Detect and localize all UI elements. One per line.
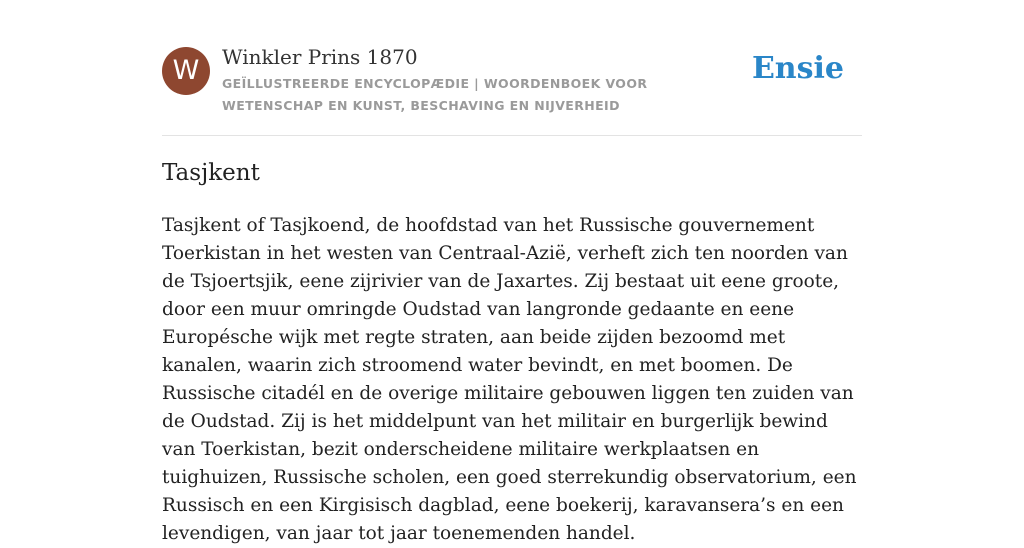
source-avatar[interactable]: W: [162, 47, 210, 95]
ensie-logo-link[interactable]: Ensie: [751, 51, 844, 86]
source-header: [162, 45, 862, 135]
source-title[interactable]: Winkler Prins 1870: [222, 45, 418, 69]
source-subtitle: GEÏLLUSTREERDE ENCYCLOPÆDIE | WOORDENBOEK VOOR WETENSCHAP EN KUNST, BESCHAVING EN NIJVERHEID: [222, 76, 648, 113]
header-divider: [162, 135, 862, 136]
article-body: Tasjkent of Tasjkoend, de hoofdstad van het Russische gouvernement Toerkistan in het westen van Centraal-Azië, verheft zich ten noorden van de Tsjoertsjik, eene zijrivier van de Jaxartes. Zij bestaat uit eene groote, door een muur omringde Oudstad van langronde gedaante en eene Europésche wijk met regte straten, aan beide zijden bezoomd met kanalen, waarin zich stroomend water bevindt, en met boomen. De Russische citadél en de overige militaire gebouwen liggen ten zuiden van de Oudstad. Zij is het middelpunt van het militair en burgerlijk bewind van Toerkistan, bezit onderscheidene militaire werkplaatsen en tuighuizen, Russische scholen, een goed sterrekundig observatorium, een Russisch en een Kirgisisch dagblad, eene boekerij, karavansera’s en een levendigen, van jaar tot jaar toenemenden handel.: [162, 215, 857, 544]
article-title: Tasjkent: [162, 160, 260, 186]
